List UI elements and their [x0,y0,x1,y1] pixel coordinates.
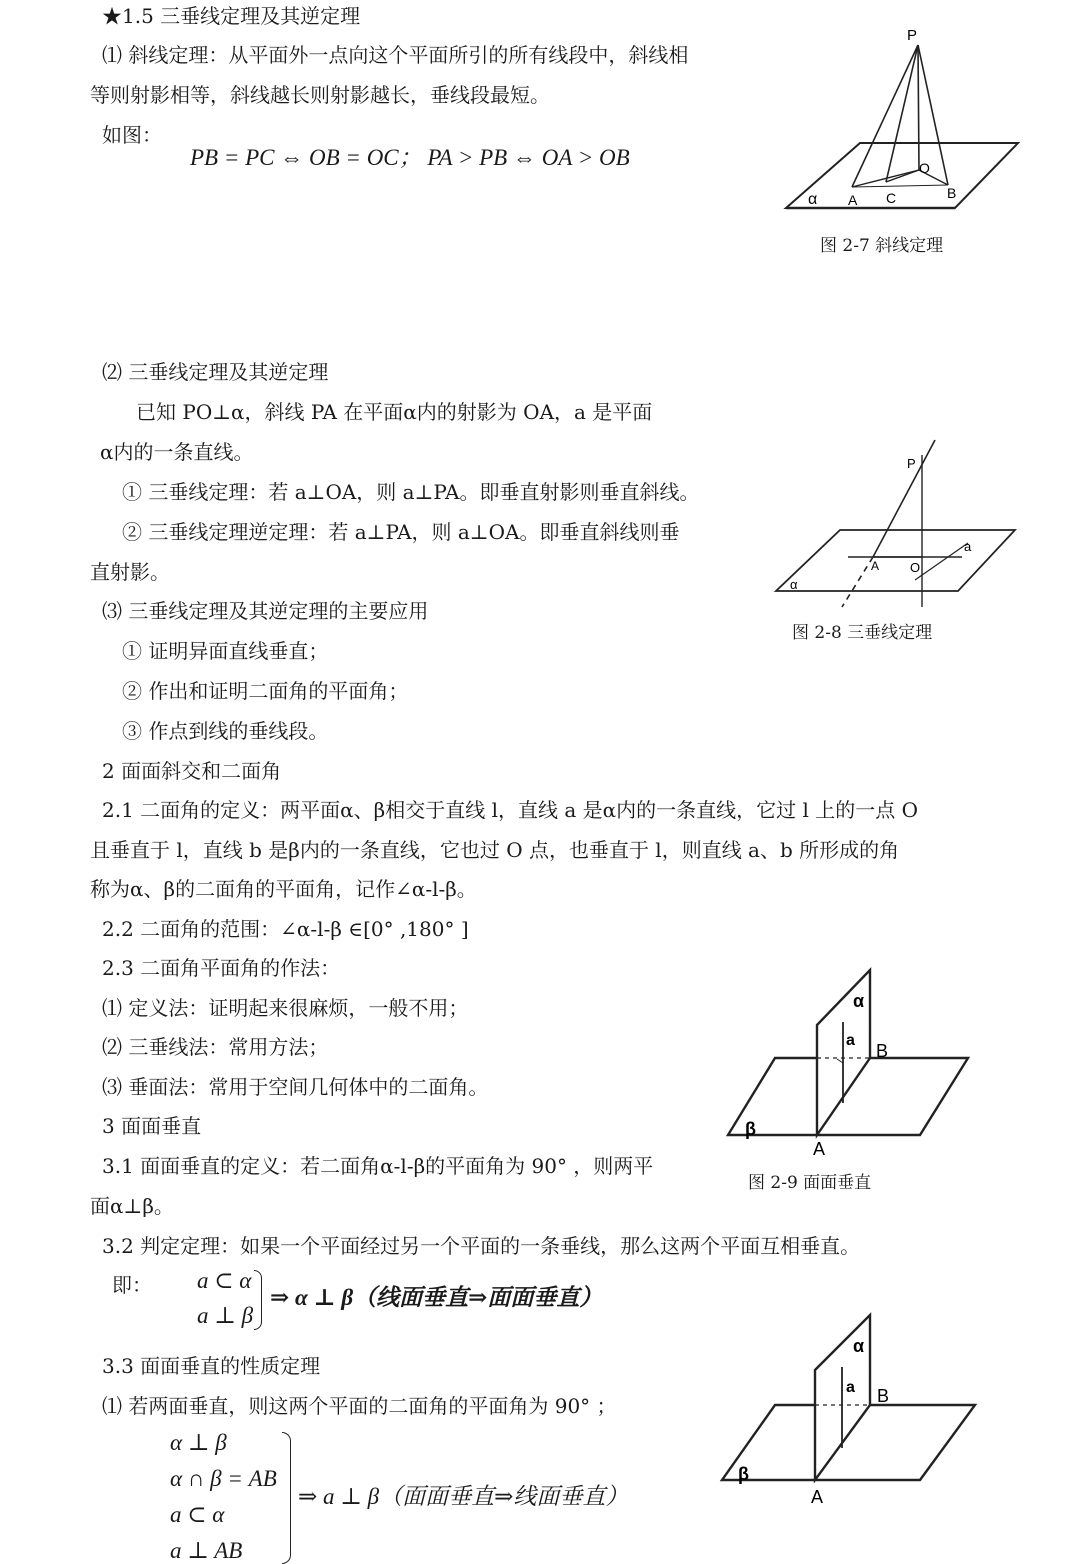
theorem-1: ① 三垂线定理：若 a⊥OA，则 a⊥PA。即垂直射影则垂直斜线。 [122,480,700,504]
label-beta: β [738,1464,749,1484]
definition-3-1-line-1: 3.1 面面垂直的定义：若二面角α-l-β的平面角为 90° ，则两平 [102,1154,654,1178]
property-condition-1: α ⊥ β [170,1430,227,1455]
range-2-2: 2.2 二面角的范围：∠α-l-β ∈[0° ,180° ] [102,917,469,941]
label-alpha: α [853,991,865,1011]
property-brace [282,1432,291,1564]
subsection-2-title: ⑵ 三垂线定理及其逆定理 [102,360,329,384]
property-condition-4: a ⊥ AB [170,1538,243,1563]
theorem-3-2-condition-1: a ⊂ α [197,1268,252,1293]
oblique-theorem-line-2: 等则射影相等，斜线越长则射影越长，垂线段最短。 [90,83,550,107]
figure-2-9-caption: 图 2-9 面面垂直 [748,1173,872,1193]
property-condition-2: α ∩ β = AB [170,1466,277,1491]
definition-3-1-line-2: 面α⊥β。 [90,1194,174,1218]
label-alpha: α [853,1336,865,1356]
label-A: A [871,559,880,573]
oblique-theorem-line-1: ⑴ 斜线定理：从平面外一点向这个平面所引的所有线段中，斜线相 [102,43,689,67]
section-2-title: 2 面面斜交和二面角 [102,759,282,783]
label-A: A [813,1139,826,1159]
label-alpha: α [790,577,798,592]
definition-2-1-line-1: 2.1 二面角的定义：两平面α、β相交于直线 l，直线 a 是α内的一条直线，它过 l 上的一点 O [102,798,918,822]
label-a: a [964,539,972,554]
label-a: a [846,1379,855,1396]
application-item: ① 证明异面直线垂直； [122,639,329,663]
method-2-3-title: 2.3 二面角平面角的作法： [102,956,341,980]
figure-2-7-caption: 图 2-7 斜线定理 [820,236,944,256]
figure-2-8-caption: 图 2-8 三垂线定理 [792,623,933,643]
method-item: ⑴ 定义法：证明起来很麻烦，一般不用； [102,996,469,1020]
as-figure-label: 如图： [102,123,162,147]
theorem-3-2: 3.2 判定定理：如果一个平面经过另一个平面的一条垂线，那么这两个平面互相垂直。 [102,1234,861,1258]
label-O: O [910,560,921,575]
section-3-title: 3 面面垂直 [102,1114,202,1138]
method-item: ⑵ 三垂线法：常用方法； [102,1035,329,1059]
label-C: C [886,190,897,206]
oblique-formula: PB = PC ⇔ OB = OC； PA > PB ⇔ OA > OB [190,145,630,170]
label-O: O [919,160,930,176]
application-item: ② 作出和证明二面角的平面角； [122,679,409,703]
label-alpha: α [808,191,818,208]
label-A: A [811,1487,824,1507]
theorem-3-2-brace [254,1270,262,1330]
label-B: B [876,1041,889,1061]
section-title-1-5: ★1.5 三垂线定理及其逆定理 [102,4,361,28]
given-line-2: α内的一条直线。 [100,440,254,464]
figure-2-8-diagram [770,435,1030,615]
property-1: ⑴ 若两面垂直，则这两个平面的二面角的平面角为 90° ； [102,1394,617,1418]
property-condition-3: a ⊂ α [170,1502,225,1527]
theorem-3-2-conclusion: ⇒ α ⊥ β（线面垂直⇒面面垂直） [270,1285,603,1310]
definition-2-1-line-2: 且垂直于 l，直线 b 是β内的一条直线，它也过 O 点，也垂直于 l，则直线 a、b 所形成的角 [90,838,900,862]
application-item: ③ 作点到线的垂线段。 [122,719,329,743]
theorem-3-2-lead: 即： [112,1273,152,1297]
figure-2-9-diagram [725,965,975,1159]
theorem-2-line-1: ② 三垂线定理逆定理：若 a⊥PA，则 a⊥OA。即垂直斜线则垂 [122,520,680,544]
property-conclusion: ⇒ a ⊥ β（面面垂直⇒线面垂直） [298,1484,629,1509]
method-item: ⑶ 垂面法：常用于空间几何体中的二面角。 [102,1075,489,1099]
definition-2-1-line-3: 称为α、β的二面角的平面角，记作∠α-l-β。 [90,877,477,901]
figure-2-7-diagram [780,25,1030,225]
subsection-3-title: ⑶ 三垂线定理及其逆定理的主要应用 [102,599,429,623]
label-B: B [877,1386,890,1406]
label-P: P [907,27,918,44]
figure-perpendicular-planes-2 [720,1310,980,1510]
label-a: a [846,1032,855,1049]
property-3-3-title: 3.3 面面垂直的性质定理 [102,1354,321,1378]
theorem-3-2-condition-2: a ⊥ β [197,1303,254,1328]
label-A: A [848,192,858,208]
label-P: P [907,456,916,471]
theorem-2-line-2: 直射影。 [90,560,170,584]
given-line-1: 已知 PO⊥α，斜线 PA 在平面α内的射影为 OA，a 是平面 [136,400,653,424]
label-B: B [947,185,957,201]
label-beta: β [745,1119,756,1139]
